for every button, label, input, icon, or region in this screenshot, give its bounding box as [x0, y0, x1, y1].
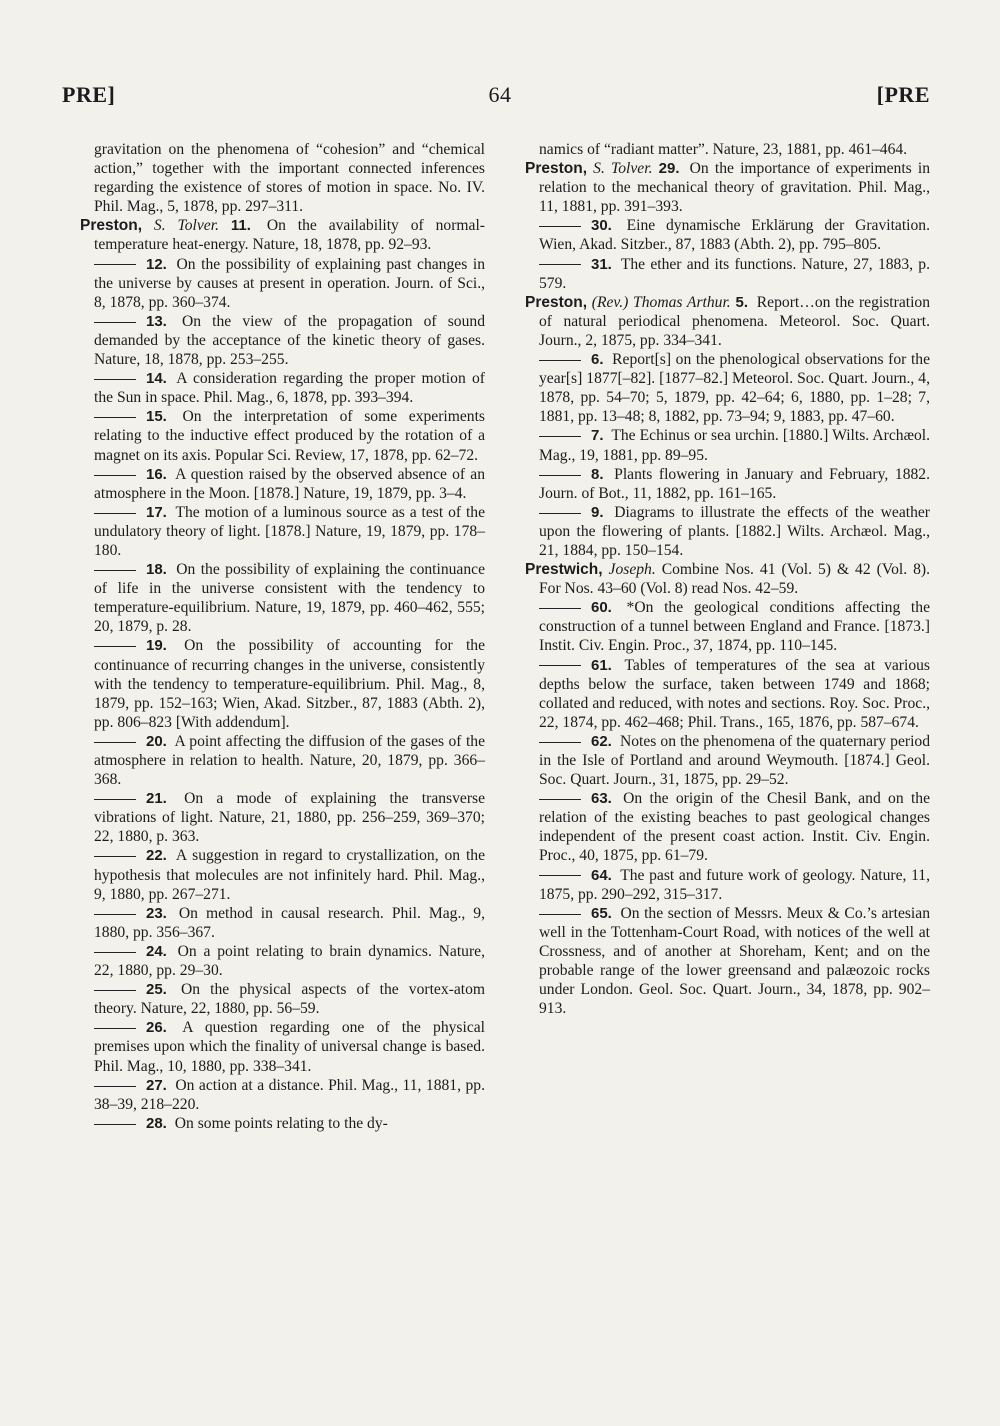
entry-text: namics of “radiant matter”. Nature, 23, 1881, pp. 461–464. [539, 141, 908, 158]
bibliography-entry [80, 904, 485, 942]
entry-text: A consideration regarding the proper motion of the Sun in space. Phil. Mag., 6, 1878, pp. 393–394. [94, 370, 485, 407]
ditto-rule [539, 914, 581, 915]
entry-text: A suggestion in regard to crystallization, on the hypothesis that molecules are not infinitely hard. Phil. Mag., 9, 1880, pp. 267–271. [94, 847, 485, 903]
entry-number: 64. [591, 866, 612, 884]
entry-text: Tables of temperatures of the sea at various depths below the surface, taken between 1749 and 1868; collated and reduced, with notes and sections. Roy. Soc. Proc., 22, 1874, pp. 462–468; Phil. Trans., 165, 1876, pp. 587–674. [539, 656, 930, 731]
author-given-name: (Rev.) Thomas Arthur. [591, 293, 731, 311]
ditto-rule [94, 952, 136, 953]
entry-number: 25. [146, 981, 167, 999]
ditto-rule [539, 608, 581, 609]
ditto-rule [539, 360, 581, 361]
bibliography-entry [525, 560, 930, 598]
ditto-rule [539, 799, 581, 800]
bibliography-entry [525, 732, 930, 789]
page-number: 64 [488, 82, 512, 107]
ditto-rule [94, 742, 136, 743]
entry-text: On the possibility of accounting for the continuance of recurring changes in the universe, consistently with the tendency to temperature-equilibrium. Phil. Mag., 8, 1879, pp. 152–163; Wien, Akad. Sitzber., 87, 1883 (Abth. 2), pp. 806–823 [With addendum]. [94, 637, 485, 731]
bibliography-entry [80, 789, 485, 846]
entry-text: gravitation on the phenomena of “cohesion” and “chemical action,” together with the important connected inferences regarding the existence of stores of motion in space. No. IV. Phil. Mag., 5, 1878, pp. 297–311. [94, 141, 485, 216]
bibliography-entry [80, 942, 485, 980]
running-head-left: PRE] [62, 82, 116, 107]
entry-number: 21. [146, 790, 167, 808]
ditto-rule [94, 513, 136, 514]
entry-number: 31. [591, 255, 612, 273]
ditto-rule [539, 436, 581, 437]
bibliography-entry [525, 140, 930, 159]
entry-number: 20. [146, 732, 167, 750]
bibliography-entry [525, 503, 930, 560]
entry-number: 9. [591, 503, 604, 521]
ditto-rule [539, 513, 581, 514]
entry-text: The past and future work of geology. Nature, 11, 1875, pp. 290–292, 315–317. [539, 866, 930, 903]
author-given-name: Joseph. [608, 561, 656, 579]
entry-number: 60. [591, 599, 612, 617]
entry-number: 11. [230, 217, 251, 235]
author-given-name: S. Tolver. [593, 160, 653, 178]
bibliography-entry [80, 255, 485, 312]
entry-text: On the section of Messrs. Meux & Co.’s artesian well in the Tottenham-Court Road, with notices of the well at Crossness, and of another at Shoreham, Kent; and on the probable range of the lower greensand and palæozoic rocks under London. Geol. Soc. Quart. Journ., 34, 1878, pp. 902–913. [539, 904, 930, 1018]
entry-text: Diagrams to illustrate the effects of the weather upon the flowering of plants. [1882.] Wilts. Archæol. Mag., 21, 1884, pp. 150–154. [539, 503, 930, 559]
ditto-rule [94, 1086, 136, 1087]
entry-number: 17. [146, 503, 167, 521]
bibliography-entry [80, 980, 485, 1018]
entry-number: 8. [591, 465, 604, 483]
ditto-rule [94, 570, 136, 571]
entry-text: Eine dynamische Erklärung der Gravitation. Wien, Akad. Sitzber., 87, 1883 (Abth. 2), pp. 795–805. [539, 217, 930, 254]
ditto-rule [94, 264, 136, 265]
entry-text: The motion of a luminous source as a test of the undulatory theory of light. [1878.] Nature, 19, 1879, pp. 178–180. [94, 503, 485, 559]
ditto-rule [94, 646, 136, 647]
entry-text: The ether and its functions. Nature, 27, 1883, p. 579. [539, 255, 930, 292]
bibliography-entry [80, 465, 485, 503]
entry-text: On the availability of normal-temperature heat-energy. Nature, 18, 1878, pp. 92–93. [94, 217, 486, 254]
ditto-rule [539, 742, 581, 743]
bibliography-entry [80, 846, 485, 903]
entry-text: On the view of the propagation of sound demanded by the acceptance of the kinetic theory of gases. Nature, 18, 1878, pp. 253–255. [94, 312, 485, 369]
running-head-right: [PRE [876, 82, 930, 107]
bibliography-entry [80, 636, 485, 731]
entry-number: 18. [146, 561, 167, 579]
entry-number: 62. [591, 732, 612, 750]
entry-text: On the possibility of explaining the continuance of life in the universe consistent with the tendency to temperature-equilibrium. Nature, 19, 1879, pp. 460–462, 555; 20, 1879, p. 28. [94, 561, 485, 636]
entry-text: Plants flowering in January and February, 1882. Journ. of Bot., 11, 1882, pp. 161–165. [539, 465, 930, 502]
entry-text: On a point relating to brain dynamics. Nature, 22, 1880, pp. 29–30. [94, 942, 485, 980]
author-given-name: S. Tolver. [153, 217, 219, 235]
ditto-rule [94, 799, 136, 800]
entry-text: *On the geological conditions affecting the construction of a tunnel between England and France. [1873.] Instit. Civ. Engin. Proc., 37, 1874, pp. 110–145. [539, 599, 930, 655]
bibliography-entry [80, 1076, 485, 1114]
entry-number: 61. [591, 656, 612, 674]
entry-number: 22. [146, 847, 167, 865]
entry-text: Notes on the phenomena of the quaternary period in the Isle of Portland and around Weymouth. [1874.] Geol. Soc. Quart. Journ., 31, 1875, pp. 29–52. [539, 732, 930, 789]
bibliography-entry [80, 312, 485, 369]
bibliography-entry [525, 904, 930, 1019]
entry-text: On a mode of explaining the transverse vibrations of light. Nature, 21, 1880, pp. 256–259, 369–370; 22, 1880, p. 363. [94, 790, 486, 846]
bibliography-entry [525, 598, 930, 655]
entry-number: 28. [146, 1114, 167, 1132]
entry-number: 16. [146, 465, 167, 483]
author-name: Preston, [80, 217, 143, 235]
entry-text: Combine Nos. 41 (Vol. 5) & 42 (Vol. 8). For Nos. 43–60 (Vol. 8) read Nos. 42–59. [539, 561, 930, 598]
ditto-rule [94, 379, 136, 380]
bibliography-entry [80, 503, 485, 560]
ditto-rule [539, 226, 581, 227]
bibliography-entry [525, 255, 930, 293]
entry-number: 6. [591, 351, 604, 369]
entry-number: 27. [146, 1076, 167, 1094]
entry-number: 14. [146, 370, 167, 388]
bibliography-entry [525, 465, 930, 503]
author-name: Preston, [525, 160, 588, 178]
entry-text: On the physical aspects of the vortex-atom theory. Nature, 22, 1880, pp. 56–59. [94, 981, 486, 1018]
entry-number: 24. [146, 942, 167, 960]
entry-number: 23. [146, 904, 167, 922]
bibliography-entry [525, 159, 930, 216]
entry-text: On the origin of the Chesil Bank, and on the relation of the existing beaches to past geological changes independent of the present coast action. Instit. Civ. Engin. Proc., 40, 1875, pp. 61–79. [539, 790, 930, 865]
entry-number: 26. [146, 1019, 167, 1037]
entry-text: A question raised by the observed absence of an atmosphere in the Moon. [1878.] Nature, 19, 1879, pp. 3–4. [94, 465, 485, 502]
entry-text: A question regarding one of the physical premises upon which the finality of universal change is based. Phil. Mag., 10, 1880, pp. 338–341. [94, 1019, 485, 1075]
bibliography-entry [80, 560, 485, 636]
bibliography-entry [80, 1018, 485, 1075]
ditto-rule [94, 990, 136, 991]
ditto-rule [539, 875, 581, 876]
entry-text: On some points relating to the dy- [174, 1114, 388, 1132]
entry-text: On the interpretation of some experiments relating to the inductive effect produced by the rotation of a magnet on its axis. Popular Sci. Review, 17, 1878, pp. 62–72. [94, 408, 485, 464]
entry-text: A point affecting the diffusion of the gases of the atmosphere in relation to health. Nature, 20, 1879, pp. 366–368. [94, 732, 485, 789]
ditto-rule [94, 1028, 136, 1029]
entry-text: On method in causal research. Phil. Mag., 9, 1880, pp. 356–367. [94, 904, 486, 941]
entry-text: On action at a distance. Phil. Mag., 11, 1881, pp. 38–39, 218–220. [94, 1076, 485, 1113]
bibliography-entry [80, 407, 485, 464]
entry-number: 19. [146, 637, 167, 655]
entry-text: Report[s] on the phenological observations for the year[s] 1877[–82]. [1877–82.] Meteorol. Soc. Quart. Journ., 4, 1878, pp. 54–70; 5, 1879, pp. 42–64; 6, 1880, pp. 1–28; 7, 1881, pp. 13–48; 8, 1882, pp. 73–94; 9, 1883, pp. 47–60. [539, 351, 930, 426]
entry-number: 13. [146, 312, 167, 330]
entry-number: 65. [591, 904, 612, 922]
bibliography-entry [525, 216, 930, 254]
bibliography-entry [80, 216, 485, 254]
left-column [80, 140, 485, 1133]
entry-text: The Echinus or sea urchin. [1880.] Wilts. Archæol. Mag., 19, 1881, pp. 89–95. [539, 427, 930, 464]
entry-text: On the possibility of explaining past changes in the universe by causes at present in operation. Journ. of Sci., 8, 1878, pp. 360–374. [94, 255, 485, 311]
bibliography-entry [525, 789, 930, 865]
bibliography-entry [525, 866, 930, 904]
entry-number: 15. [146, 408, 167, 426]
ditto-rule [539, 475, 581, 476]
ditto-rule [94, 914, 136, 915]
entry-number: 5. [735, 293, 748, 311]
entry-number: 7. [591, 427, 604, 445]
ditto-rule [94, 322, 136, 323]
bibliography-entry [525, 426, 930, 464]
bibliography-entry [80, 140, 485, 216]
right-column [525, 140, 930, 1018]
bibliography-entry [525, 350, 930, 426]
author-name: Prestwich, [525, 561, 603, 579]
ditto-rule [539, 264, 581, 265]
entry-number: 30. [591, 217, 612, 235]
ditto-rule [539, 665, 581, 666]
entry-text: Report…on the registration of natural periodical phenomena. Meteorol. Soc. Quart. Journ., 2, 1875, pp. 334–341. [539, 293, 931, 349]
ditto-rule [94, 856, 136, 857]
entry-number: 12. [146, 255, 167, 273]
ditto-rule [94, 417, 136, 418]
ditto-rule [94, 475, 136, 476]
entry-number: 63. [591, 790, 612, 808]
bibliography-entry [525, 293, 930, 350]
bibliography-entry [80, 1114, 485, 1133]
entry-number: 29. [658, 160, 680, 178]
bibliography-entry [525, 656, 930, 732]
ditto-rule [94, 1124, 136, 1125]
bibliography-entry [80, 732, 485, 789]
bibliography-entry [80, 369, 485, 407]
entry-text: On the importance of experiments in relation to the mechanical theory of gravitation. Phil. Mag., 11, 1881, pp. 391–393. [539, 160, 930, 216]
author-name: Preston, [525, 293, 588, 311]
